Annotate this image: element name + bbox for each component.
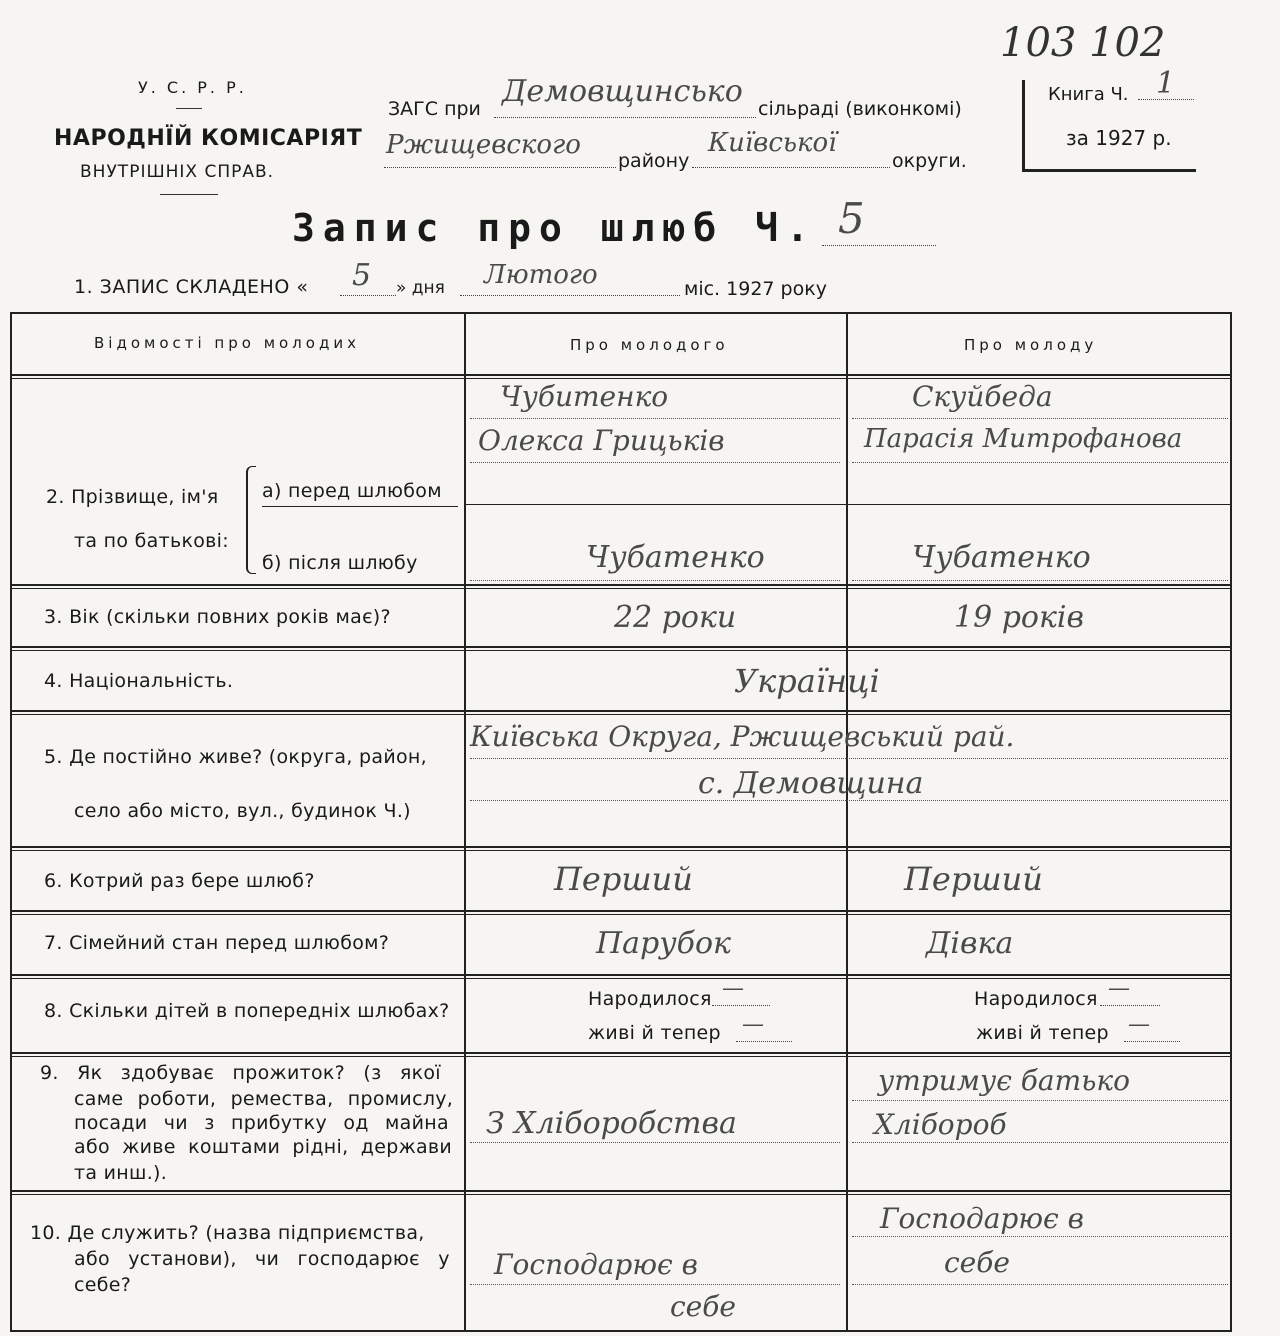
row-separator bbox=[10, 588, 1232, 589]
row-2-inner-line bbox=[464, 504, 1232, 505]
zags-village-handwriting: Демовщинсько bbox=[502, 74, 743, 109]
divider bbox=[160, 194, 218, 195]
groom-alive-handwriting: — bbox=[742, 1012, 764, 1037]
bride-work-line2-handwriting: себе bbox=[944, 1246, 1010, 1279]
row-2-label-line2: та по батькові: bbox=[74, 530, 229, 552]
divider bbox=[176, 108, 202, 109]
bride-born-field bbox=[1100, 976, 1160, 1006]
residence-line2-handwriting: с. Демовщина bbox=[698, 766, 924, 801]
book-label: Книга Ч. bbox=[1048, 84, 1129, 105]
dotted-line bbox=[470, 1284, 840, 1285]
row-separator bbox=[10, 850, 1232, 851]
row-separator bbox=[10, 1052, 1232, 1054]
col-separator bbox=[464, 312, 466, 1332]
book-number-handwriting: 1 bbox=[1156, 66, 1176, 101]
dotted-line bbox=[852, 418, 1228, 419]
dotted-line bbox=[470, 1142, 840, 1143]
bride-surname-handwriting: Скуйбеда bbox=[912, 380, 1053, 413]
district-field bbox=[384, 130, 616, 168]
bride-born-handwriting: — bbox=[1108, 976, 1130, 1001]
row-separator bbox=[10, 374, 1232, 376]
groom-name-handwriting: Олекса Грицьків bbox=[478, 424, 725, 457]
record-day-handwriting: 5 bbox=[352, 258, 372, 293]
record-title: Запис про шлюб Ч. bbox=[292, 206, 817, 250]
row-3-label: 3. Вік (скільки повних років має)? bbox=[44, 606, 391, 628]
republic-label: У. С. Р. Р. bbox=[138, 78, 247, 97]
row-9-label-line2: саме роботи, ремества, промислу, bbox=[74, 1088, 454, 1110]
row-9-label-line1: 9. Як здобуває прожиток? (з якої bbox=[40, 1062, 441, 1084]
row-separator bbox=[10, 584, 1232, 586]
row-10-label-line1: 10. Де служить? (назва підприємства, bbox=[30, 1222, 425, 1244]
bride-age-handwriting: 19 років bbox=[954, 600, 1084, 635]
okruga-word: округи. bbox=[892, 150, 967, 172]
dotted-line bbox=[470, 462, 840, 463]
col-header-info: Відомості про молодих bbox=[94, 334, 360, 352]
commissariat-title: НАРОДНЇЙ КОМІСАРІЯТ bbox=[54, 126, 363, 151]
dotted-line bbox=[852, 1284, 1228, 1285]
record-line-suffix: міс. 1927 року bbox=[684, 278, 827, 300]
department-label: ВНУТРІШНІХ СПРАВ. bbox=[80, 162, 275, 182]
record-line-prefix: 1. ЗАПИС СКЛАДЕНО « bbox=[74, 276, 309, 298]
bride-after-handwriting: Чубатенко bbox=[912, 540, 1091, 575]
dotted-line bbox=[852, 580, 1228, 581]
dotted-line bbox=[852, 462, 1228, 463]
book-year: за 1927 р. bbox=[1066, 126, 1172, 150]
groom-work-line2-handwriting: себе bbox=[670, 1290, 736, 1323]
row-2-before-label: а) перед шлюбом bbox=[262, 480, 442, 502]
dotted-line bbox=[852, 1142, 1228, 1143]
bride-income-line1-handwriting: утримує батько bbox=[878, 1064, 1130, 1097]
record-line-mid: » дня bbox=[396, 278, 445, 298]
record-number-handwriting: 5 bbox=[838, 194, 865, 243]
row-2-after-label: б) після шлюбу bbox=[262, 552, 418, 574]
okruga-handwriting: Київської bbox=[708, 128, 837, 158]
bride-marriage-count-handwriting: Перший bbox=[904, 860, 1043, 898]
bride-work-line1-handwriting: Господарює в bbox=[880, 1202, 1084, 1235]
row-10-label-line2: або установи), чи господарює у bbox=[74, 1248, 450, 1270]
row-4-label: 4. Національність. bbox=[44, 670, 234, 692]
brace bbox=[246, 466, 256, 574]
groom-born-label: Народилося bbox=[588, 988, 712, 1010]
row-10-label-line3: себе? bbox=[74, 1274, 132, 1296]
district-word: району bbox=[618, 150, 690, 172]
row-separator bbox=[10, 914, 1232, 915]
row-separator bbox=[10, 1190, 1232, 1192]
table-border bbox=[10, 312, 1232, 1332]
dotted-line bbox=[470, 418, 840, 419]
row-separator bbox=[10, 846, 1232, 848]
bride-status-handwriting: Дівка bbox=[926, 926, 1014, 961]
dotted-line bbox=[852, 1100, 1228, 1101]
zags-prefix: ЗАГС при bbox=[388, 98, 481, 120]
groom-marriage-count-handwriting: Перший bbox=[554, 860, 693, 898]
bride-name-handwriting: Парасія Митрофанова bbox=[864, 424, 1183, 454]
groom-alive-label: живі й тепер bbox=[588, 1022, 721, 1044]
zags-village-field bbox=[494, 74, 756, 118]
col-separator bbox=[846, 312, 848, 1332]
bride-born-label: Народилося bbox=[974, 988, 1098, 1010]
row-separator bbox=[10, 650, 1232, 651]
groom-age-handwriting: 22 роки bbox=[614, 600, 737, 635]
row-separator bbox=[10, 978, 1232, 979]
row-8-label: 8. Скільки дітей в попередніх шлюбах? bbox=[44, 1000, 450, 1022]
dotted-line bbox=[470, 758, 1228, 759]
groom-surname-handwriting: Чубитенко bbox=[500, 380, 669, 413]
book-number-field bbox=[1138, 66, 1194, 101]
row-2-label-line1: 2. Прізвище, ім'я bbox=[46, 486, 219, 508]
record-month-field bbox=[460, 260, 680, 296]
underline bbox=[262, 506, 458, 507]
col-header-bride: Про молоду bbox=[964, 336, 1098, 354]
record-month-handwriting: Лютого bbox=[484, 260, 598, 290]
okruga-field bbox=[692, 128, 890, 168]
groom-income-handwriting: З Хліборобства bbox=[486, 1106, 737, 1141]
residence-line1-handwriting: Київська Округа, Ржищевський рай. bbox=[470, 720, 1015, 753]
district-handwriting: Ржищевского bbox=[386, 130, 581, 160]
groom-work-line1-handwriting: Господарює в bbox=[494, 1248, 698, 1281]
row-9-label-line4: або живе коштами рідні, держави bbox=[74, 1136, 453, 1158]
row-6-label: 6. Котрий раз бере шлюб? bbox=[44, 870, 315, 892]
row-9-label-line5: та инш.). bbox=[74, 1162, 168, 1184]
bride-alive-handwriting: — bbox=[1128, 1012, 1150, 1037]
zags-suffix: сільраді (виконкомі) bbox=[758, 98, 962, 120]
row-separator bbox=[10, 974, 1232, 976]
row-separator bbox=[10, 1194, 1232, 1195]
groom-status-handwriting: Парубок bbox=[596, 926, 731, 961]
row-separator bbox=[10, 646, 1232, 648]
row-separator bbox=[10, 910, 1232, 912]
nationality-handwriting: Українці bbox=[734, 662, 880, 700]
dotted-line bbox=[852, 1236, 1228, 1237]
groom-alive-field bbox=[736, 1012, 792, 1042]
groom-born-handwriting: — bbox=[722, 976, 744, 1001]
row-5-label-line1: 5. Де постійно живе? (округа, район, bbox=[44, 746, 427, 768]
bride-income-line2-handwriting: Хлібороб bbox=[874, 1108, 1007, 1141]
row-separator bbox=[10, 1056, 1232, 1057]
row-separator bbox=[10, 710, 1232, 712]
page-numbers-handwriting: 103 102 bbox=[1000, 20, 1166, 66]
row-5-label-line2: село або місто, вул., будинок Ч.) bbox=[74, 800, 411, 822]
groom-born-field bbox=[712, 976, 770, 1006]
col-header-groom: Про молодого bbox=[570, 336, 729, 354]
record-number-field bbox=[822, 194, 936, 246]
row-9-label-line3: посади чи з прибутку од майна bbox=[74, 1112, 449, 1134]
bride-alive-label: живі й тепер bbox=[976, 1022, 1109, 1044]
dotted-line bbox=[470, 580, 840, 581]
record-day-field bbox=[340, 258, 396, 296]
row-7-label: 7. Сімейний стан перед шлюбом? bbox=[44, 932, 390, 954]
groom-after-handwriting: Чубатенко bbox=[586, 540, 765, 575]
row-separator bbox=[10, 714, 1232, 715]
bride-alive-field bbox=[1124, 1012, 1180, 1042]
row-separator bbox=[10, 378, 1232, 379]
